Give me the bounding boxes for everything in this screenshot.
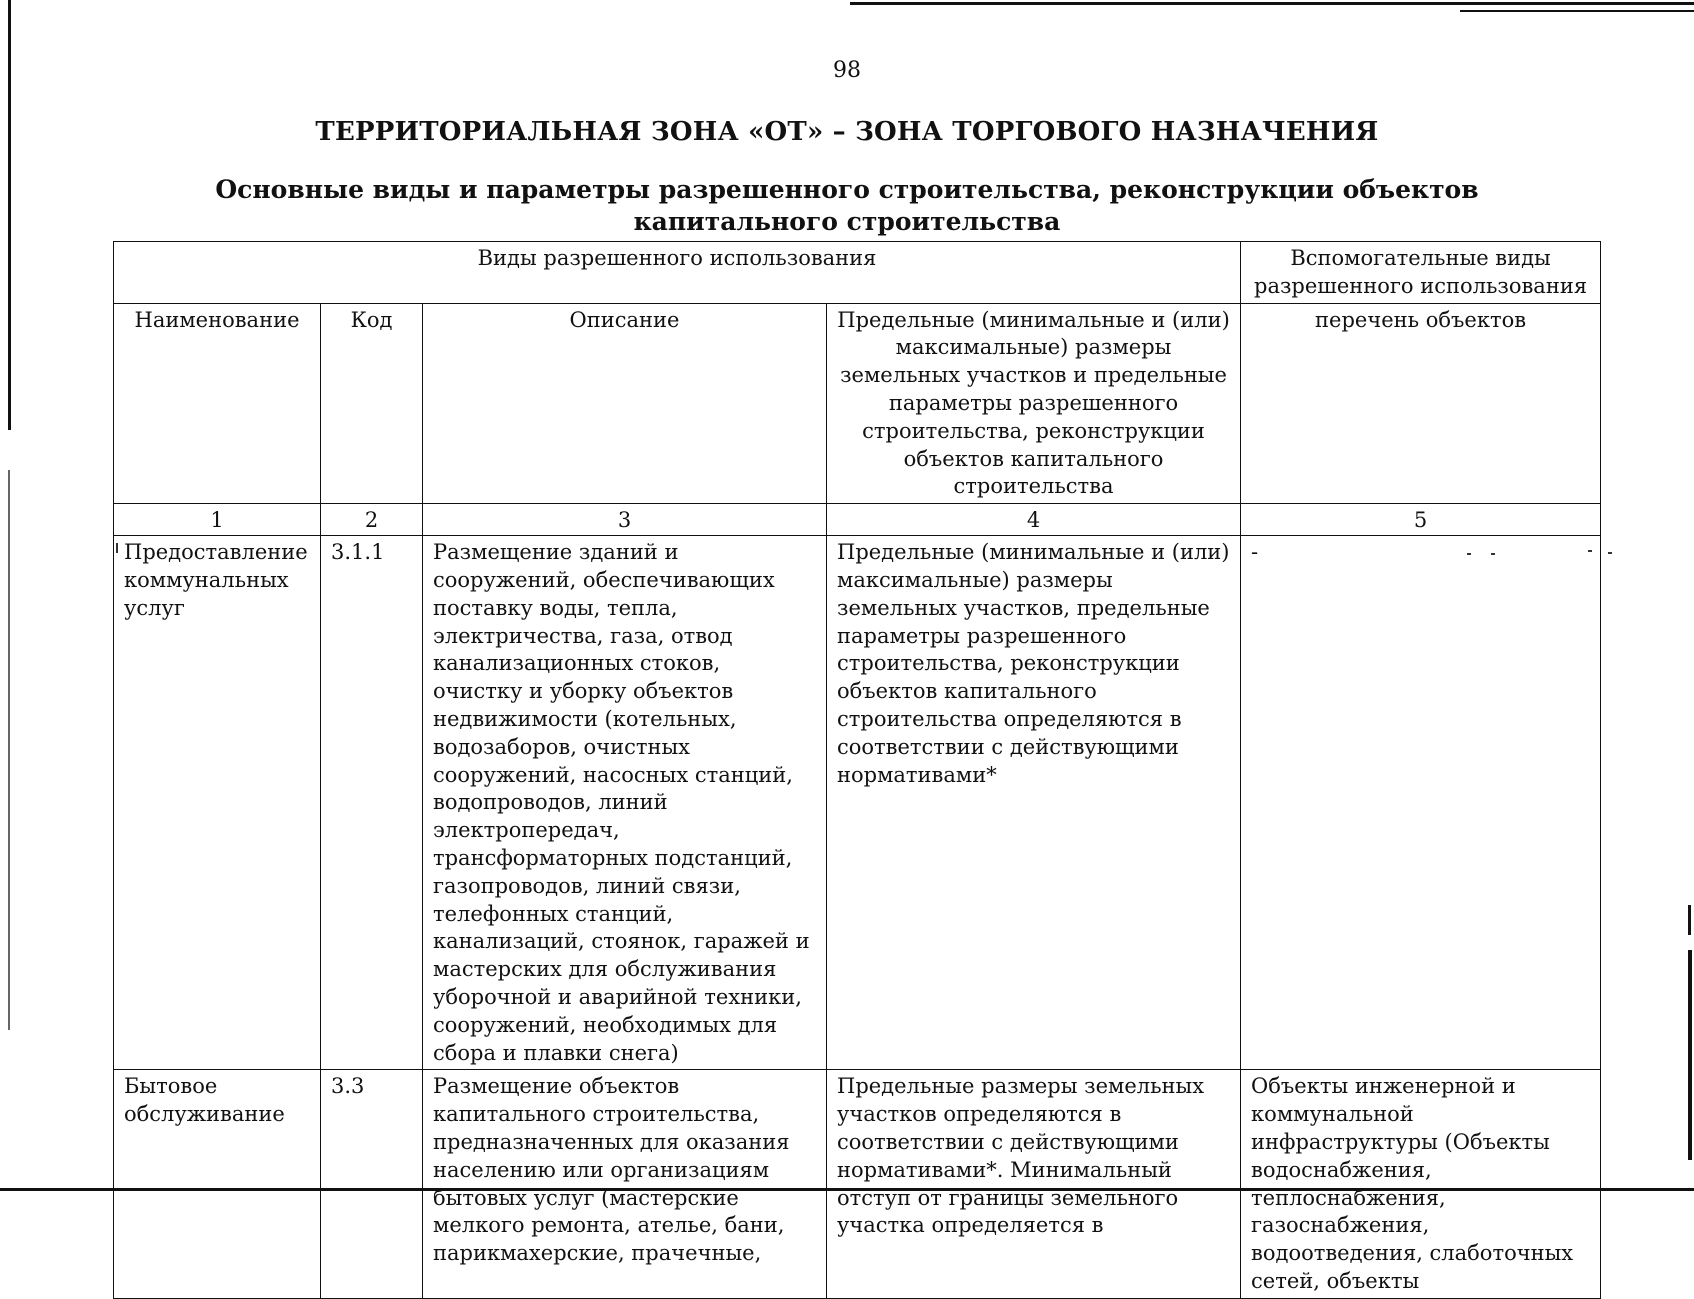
table-row — [114, 1070, 1601, 1298]
table-column-number-row — [114, 504, 1601, 536]
cell-auxiliary: - — [1241, 536, 1601, 1070]
page-number: 98 — [833, 58, 861, 83]
zone-title: ТЕРРИТОРИАЛЬНАЯ ЗОНА «ОТ» – ЗОНА ТОРГОВОГО НАЗНАЧЕНИЯ — [315, 117, 1379, 147]
cell-description: Размещение объектов капитального строительства, предназначенных для оказания населению или организациям бытовых услуг (мастерские мелкого ремонта, ателье, бани, парикмахерские, прачечные, — [423, 1070, 827, 1298]
scan-border-top-secondary — [1460, 10, 1694, 12]
table-row — [114, 536, 1601, 1070]
column-number: 3 — [423, 504, 827, 536]
column-header-name: Наименование — [114, 303, 321, 504]
column-number: 2 — [321, 504, 423, 536]
table-group-header-row — [114, 242, 1601, 304]
scan-speck — [1608, 552, 1612, 554]
cell-description: Размещение зданий и сооружений, обеспечивающих поставку воды, тепла, электричества, газа, отвод канализационных стоков, очистку и уборку объектов недвижимости (котельных, водозаборов, очистных сооружений, насосных станций, водопроводов, линий электропередач, трансформаторных подстанций, газопроводов, линий связи, телефонных станций, канализаций, стоянок, гаражей и мастерских для обслуживания уборочной и аварийной техники, сооружений, необходимых для сбора и плавки снега) — [423, 536, 827, 1070]
cell-parameters: Предельные (минимальные и (или) максимальные) размеры земельных участков, предельные параметры разрешенного строительства, реконструкции объектов капитального строительства определяются в соответствии с действующими нормативами* — [827, 536, 1241, 1070]
column-number: 1 — [114, 504, 321, 536]
scan-border-left-faint — [8, 470, 10, 1030]
group-header-auxiliary-uses: Вспомогательные виды разрешенного использования — [1241, 242, 1601, 304]
permitted-uses-table — [113, 241, 1601, 1299]
column-header-description: Описание — [423, 303, 827, 504]
cell-code: 3.1.1 — [321, 536, 423, 1070]
column-header-object-list: перечень объектов — [1241, 303, 1601, 504]
table-column-header-row — [114, 303, 1601, 504]
column-number: 4 — [827, 504, 1241, 536]
column-number: 5 — [1241, 504, 1601, 536]
column-header-code: Код — [321, 303, 423, 504]
cell-parameters: Предельные размеры земельных участков определяются в соответствии с действующими нормативами*. Минимальный отступ от границы земельного участка определяется в — [827, 1070, 1241, 1298]
scan-mark-right-long — [1688, 950, 1692, 1160]
group-header-permitted-uses: Виды разрешенного использования — [114, 242, 1241, 304]
cell-auxiliary: Объекты инженерной и коммунальной инфраструктуры (Объекты водоснабжения, теплоснабжения, газоснабжения, водоотведения, слаботочных сетей, объекты — [1241, 1070, 1601, 1298]
cell-code: 3.3 — [321, 1070, 423, 1298]
cell-name: Предоставление коммунальных услуг — [114, 536, 321, 1070]
scan-mark-right — [1688, 905, 1691, 935]
table-title: Основные виды и параметры разрешенного строительства, реконструкции объектов капитального строительства — [215, 175, 1479, 236]
scan-border-top — [850, 2, 1694, 5]
cell-name: Бытовое обслуживание — [114, 1070, 321, 1298]
column-header-parameters: Предельные (минимальные и (или) максимальные) размеры земельных участков и предельные параметры разрешенного строительства, реконструкции объектов капитального строительства — [827, 303, 1241, 504]
